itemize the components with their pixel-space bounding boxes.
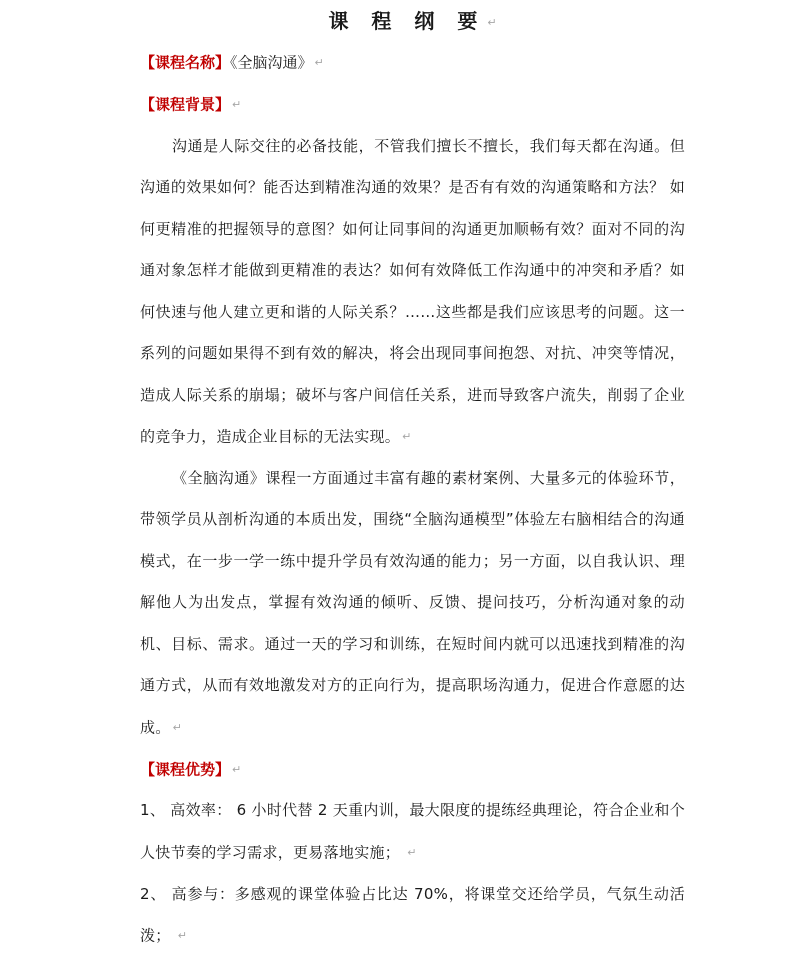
advantages-label: 【课程优势】 — [140, 759, 231, 778]
course-name-line — [140, 42, 685, 84]
advantage-item — [140, 790, 685, 873]
paragraph-mark-icon: ↵ — [177, 929, 187, 942]
paragraph-mark-icon: ↵ — [487, 15, 497, 29]
paragraph-text: 《全脑沟通》课程一方面通过丰富有趣的素材案例、大量多元的体验环节，带领学员从剖析沟通的本质出发，围绕“全脑沟通模型”体验左右脑相结合的沟通模式，在一步一学一练中提升学员有效沟通的能力；另一方面，以自我认识、理解他人为出发点，掌握有效沟通的倾听、反馈、提问技巧，分析沟通对象的动机、目标、需求。通过一天的学习和训练，在短时间内就可以迅速找到精准的沟通方式，从而有效地激发对方的正向行为，提高职场沟通力，促进合作意愿的达成。 — [140, 468, 685, 736]
paragraph-mark-icon: ↵ — [407, 845, 417, 859]
background-paragraph — [140, 458, 685, 749]
advantage-text: 1、 高效率： 6 小时代替 2 天重内训，最大限度的提练经典理论，符合企业和个人快节奏的学习需求，更易落地实施； — [140, 801, 685, 861]
advantage-text: 2、 高参与：多感观的课堂体验占比达 70%，将课堂交还给学员，气氛生动活泼； — [140, 884, 685, 945]
advantages-heading — [140, 749, 685, 791]
background-label: 【课程背景】 — [140, 95, 231, 113]
paragraph-mark-icon: ↵ — [402, 430, 412, 443]
background-paragraph — [140, 126, 685, 458]
paragraph-mark-icon: ↵ — [232, 97, 242, 111]
paragraph-text: 沟通是人际交往的必备技能，不管我们擅长不擅长，我们每天都在沟通。但沟通的效果如何？能否达到精准沟通的效果？是否有有效的沟通策略和方法？ 如何更精准的把握领导的意图？如何让同事间的沟通更加顺畅有效？面对不同的沟通对象怎样才能做到更精准的表达？如何有效降低工作沟通中的冲突和矛盾？如何快速与他人建立更和谐的人际关系？……这些都是我们应该思考的问题。这一系列的问题如果得不到有效的解决，将会出现同事间抱怨、对抗、冲突等情况，造成人际关系的崩塌；破坏与客户间信任关系，进而导致客户流失，削弱了企业的竞争力，造成企业目标的无法实现。 — [140, 136, 685, 446]
paragraph-mark-icon: ↵ — [172, 720, 182, 734]
document-title — [0, 6, 785, 38]
paragraph-mark-icon: ↵ — [314, 56, 324, 69]
background-heading — [140, 84, 685, 126]
title-text: 课 程 纲 要 — [328, 9, 486, 33]
paragraph-mark-icon: ↵ — [232, 762, 242, 776]
document-body — [140, 42, 685, 957]
course-name-value: 《全脑沟通》 — [230, 53, 313, 72]
advantage-item — [140, 874, 685, 957]
course-name-label: 【课程名称】 — [140, 53, 231, 72]
